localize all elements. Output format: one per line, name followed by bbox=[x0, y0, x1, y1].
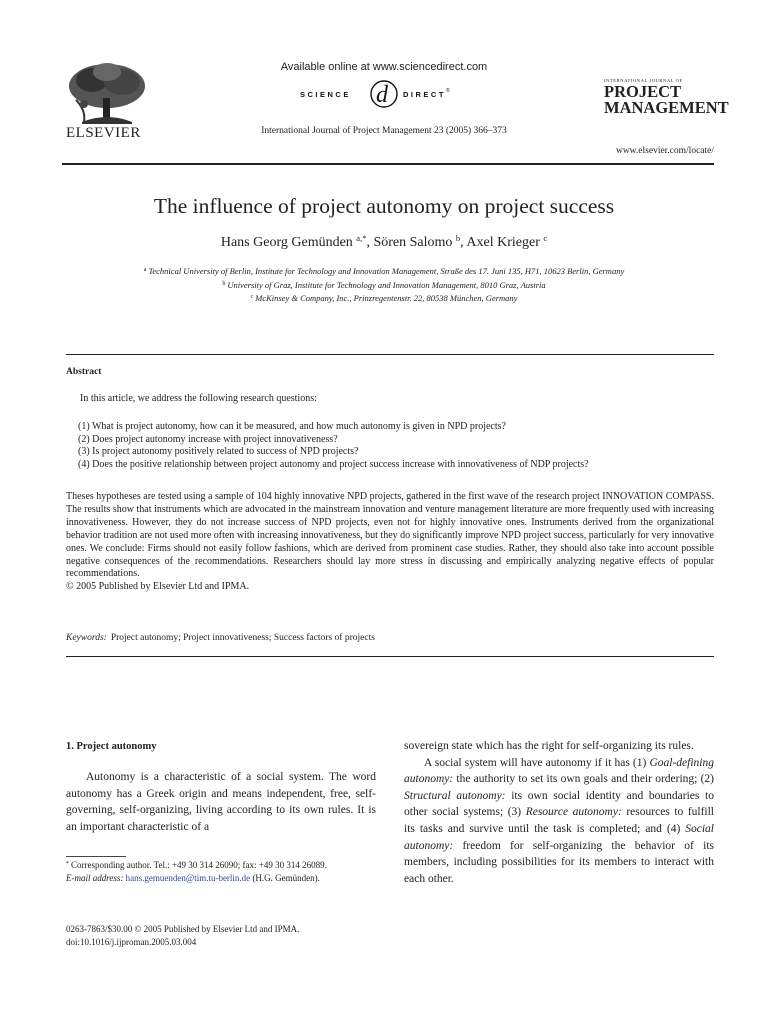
journal-citation: International Journal of Project Management 23 (2005) 366–373 bbox=[261, 126, 507, 136]
author-affiliation-mark: b bbox=[455, 233, 461, 243]
keywords-label: Keywords: bbox=[66, 633, 107, 643]
abstract-text: . The results show that instruments which are advocated in the mainstream innovation and venture management literature are more frequently used with increasing innovativeness. However, they do not increase success of NPD projects, even not for highly innovative ones. Instruments derived from the organizational behavior tradition are not used more often with increasing innovativeness, but they do significantly improve NPD project success, particularly for very innovative ones. We conclude: Firms should not easily follow fashions, which are derived from prominent case studies. Rather, they should also take into account possible negative consequences of the recommendations. Researchers should lay more stress in discussing and empirically analyzing negative effects of popular recommendations. bbox=[66, 491, 714, 580]
issn-line: 0263-7863/$30.00 © 2005 Published by Elsevier Ltd and IPMA. bbox=[66, 924, 300, 934]
author-affiliation-mark: c bbox=[543, 233, 548, 243]
keywords-line bbox=[66, 633, 375, 643]
svg-text:DIRECT: DIRECT bbox=[403, 90, 446, 99]
svg-text:d: d bbox=[376, 82, 388, 108]
term-structural: Structural autonomy: bbox=[404, 789, 506, 802]
footnote-mark: * bbox=[66, 861, 69, 867]
sciencedirect-logo bbox=[300, 79, 468, 109]
author-name: Sören Salomo bbox=[373, 235, 453, 250]
affiliation-text: McKinsey & Company, Inc., Prinzregentenstr. 22, 80538 München, Germany bbox=[255, 293, 518, 303]
research-question: (3) Is project autonomy positively related to success of NPD projects? bbox=[78, 446, 359, 458]
paper-title: The influence of project autonomy on project success bbox=[153, 194, 615, 218]
footnote bbox=[66, 858, 376, 884]
research-question: (1) What is project autonomy, how can it be measured, and how much autonomy is given in NPD projects? bbox=[78, 421, 506, 432]
journal-logo-line1: PROJECT bbox=[604, 82, 682, 101]
abstract-copyright: © 2005 Published by Elsevier Ltd and IPMA. bbox=[66, 581, 250, 593]
abstract-top-divider bbox=[66, 354, 714, 355]
abstract-bottom-divider bbox=[66, 656, 714, 657]
affiliation-mark: b bbox=[222, 281, 226, 287]
body-paragraph: Autonomy is a characteristic of a social system. The word autonomy has a Greek origin and means independent, free, self-governing, self-organizing, living according to its own rules. It is an important characteristic of a bbox=[66, 771, 376, 833]
abstract-body bbox=[66, 491, 714, 594]
term-social: Social autonomy: bbox=[404, 822, 714, 852]
affiliation-text: Technical University of Berlin, Institute for Technology and Innovation Management, Straße des 17. Juni 135, H71, 10623 Berlin, Germany bbox=[148, 266, 625, 276]
author-list: Hans Georg Gemünden $^{a,*}$, Sören Salomo $^b$, Axel Krieger $^c$ bbox=[220, 233, 548, 250]
section-heading: 1. Project autonomy bbox=[66, 741, 157, 752]
header-divider bbox=[62, 163, 714, 165]
author-name: Hans Georg Gemünden bbox=[220, 235, 353, 250]
email-label: E-mail address: bbox=[66, 872, 124, 883]
affiliation-mark: c bbox=[250, 294, 254, 300]
publisher-name: ELSEVIER bbox=[66, 125, 141, 141]
author-affiliation-mark: a,* bbox=[356, 233, 367, 243]
svg-text:®: ® bbox=[446, 88, 450, 94]
left-column bbox=[66, 769, 376, 835]
affiliation-mark: a bbox=[143, 267, 147, 273]
research-questions-list bbox=[78, 421, 589, 472]
svg-text:SCIENCE: SCIENCE bbox=[300, 90, 351, 99]
keywords-text: Project autonomy; Project innovativeness; Success factors of projects bbox=[110, 633, 375, 643]
affiliation-a bbox=[0, 266, 768, 276]
research-question: (2) Does project autonomy increase with project innovativeness? bbox=[78, 433, 338, 445]
body-paragraph: sovereign state which has the right for self-organizing its rules. bbox=[404, 740, 694, 752]
doi-line: doi:10.1016/j.ijproman.2005.03.004 bbox=[66, 937, 197, 947]
right-column bbox=[404, 738, 714, 887]
available-online-text: Available online at www.sciencedirect.com bbox=[280, 61, 488, 73]
author-email-link[interactable]: hans.gemuenden@tim.tu-berlin.de bbox=[125, 872, 251, 883]
journal-logo-line2: MANAGEMENT bbox=[604, 98, 729, 117]
footnote-divider bbox=[66, 856, 126, 857]
affiliation-c bbox=[0, 293, 768, 303]
term-resource: Resource autonomy: bbox=[525, 806, 622, 819]
abstract-heading: Abstract bbox=[66, 367, 102, 377]
corresponding-author-text: Corresponding author. Tel.: +49 30 314 26090; fax: +49 30 314 26089. bbox=[71, 860, 327, 870]
term-goal-defining: Goal-defining autonomy: bbox=[404, 756, 714, 786]
author-name: Axel Krieger bbox=[466, 235, 540, 250]
journal-logo-subtitle: INTERNATIONAL JOURNAL OF bbox=[604, 78, 683, 83]
project-name: INNOVATION COMPASS bbox=[602, 491, 712, 502]
journal-url-link[interactable]: www.elsevier.com/locate/ bbox=[615, 146, 714, 156]
abstract-intro: In this article, we address the following research questions: bbox=[80, 393, 317, 404]
email-suffix: (H.G. Gemünden). bbox=[250, 872, 320, 883]
affiliation-b bbox=[0, 280, 768, 290]
research-question: (4) Does the positive relationship between project autonomy and project success increase with innovativeness of NDP projects? bbox=[78, 459, 589, 471]
body-paragraph: A social system will have autonomy if it has (1) Goal-defining autonomy: the authority to set its own goals and their ordering; (2) Structural autonomy: its own social identity and boundaries to other social systems; (3) Resource autonomy: resources to fulfill its tasks and survive until the task is completed; and (4) Social autonomy: freedom for self-organizing the behavior of its members, including possibilities for its members to interact with each other. bbox=[404, 756, 715, 885]
affiliation-text: University of Graz, Institute for Technology and Innovation Management, 8010 Graz, Austria bbox=[227, 280, 546, 290]
journal-logo bbox=[604, 78, 729, 117]
abstract-text: Theses hypotheses are tested using a sample of 104 highly innovative NPD projects, gathered in the first wave of the research project bbox=[66, 491, 603, 502]
